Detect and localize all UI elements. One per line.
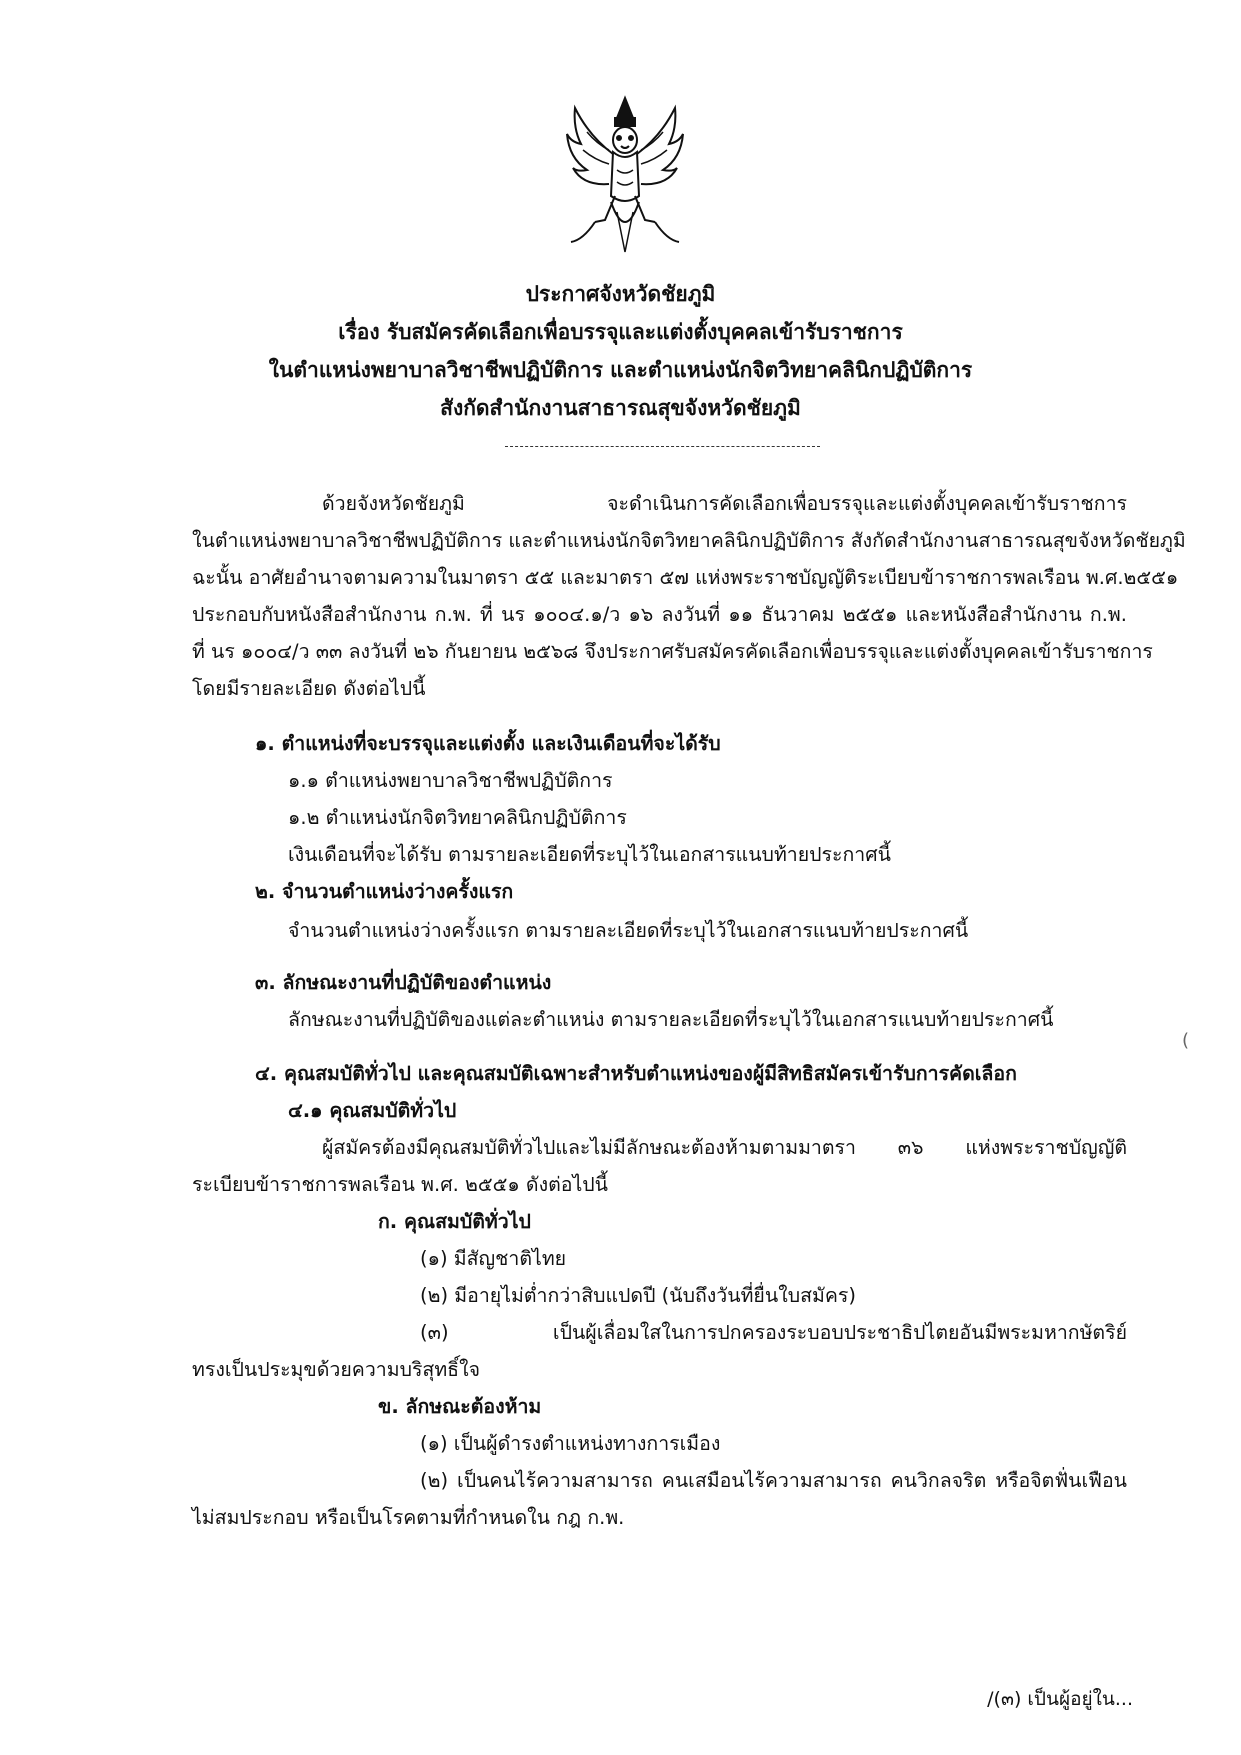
announcement-positions: ในตำแหน่งพยาบาลวิชาชีพปฏิบัติการ และตำแหน่งนักจิตวิทยาคลินิกปฏิบัติการ xyxy=(268,358,973,382)
intro-line-4: ประกอบกับหนังสือสำนักงาน ก.พ. ที่ นร ๑๐๐๔.๑/ว ๑๖ ลงวันที่ ๑๑ ธันวาคม ๒๕๕๑ และหนังสือสำนักงาน ก.พ. xyxy=(192,603,1127,626)
section-4-1-para-2: ระเบียบข้าราชการพลเรือน พ.ศ. ๒๕๕๑ ดังต่อไปนี้ xyxy=(192,1173,608,1196)
section-3-heading: ๓. ลักษณะงานที่ปฏิบัติของตำแหน่ง xyxy=(255,971,552,994)
scan-mark: ( xyxy=(1181,1030,1189,1051)
section-2-heading: ๒. จำนวนตำแหน่งว่างครั้งแรก xyxy=(255,880,514,903)
prohibition-1: (๑) เป็นผู้ดำรงตำแหน่งทางการเมือง xyxy=(420,1432,721,1455)
garuda-emblem xyxy=(565,92,685,260)
qualifications-heading: ก. คุณสมบัติทั่วไป xyxy=(378,1210,531,1233)
qualification-3-continued: ทรงเป็นประมุขด้วยความบริสุทธิ์ใจ xyxy=(192,1358,481,1381)
intro-line-2: ในตำแหน่งพยาบาลวิชาชีพปฏิบัติการ และตำแหน่งนักจิตวิทยาคลินิกปฏิบัติการ สังกัดสำนักงานสาธารณสุขจังหวัดชัยภูมิ xyxy=(192,529,1186,552)
section-4-1-heading: ๔.๑ คุณสมบัติทั่วไป xyxy=(288,1099,457,1122)
section-3-text: ลักษณะงานที่ปฏิบัติของแต่ละตำแหน่ง ตามรายละเอียดที่ระบุไว้ในเอกสารแนบท้ายประกาศนี้ xyxy=(288,1008,1054,1031)
intro-line-5: ที่ นร ๑๐๐๔/ว ๓๓ ลงวันที่ ๒๖ กันยายน ๒๕๖๘ จึงประกาศรับสมัครคัดเลือกเพื่อบรรจุและแต่งตั้งบุคคลเข้ารับราชการ xyxy=(192,640,1153,663)
section-1-item-1: ๑.๑ ตำแหน่งพยาบาลวิชาชีพปฏิบัติการ xyxy=(288,769,613,792)
section-1-item-2: ๑.๒ ตำแหน่งนักจิตวิทยาคลินิกปฏิบัติการ xyxy=(288,806,627,829)
prohibition-2-continued: ไม่สมประกอบ หรือเป็นโรคตามที่กำหนดใน กฎ ก.พ. xyxy=(192,1506,625,1529)
section-1-heading: ๑. ตำแหน่งที่จะบรรจุและแต่งตั้ง และเงินเดือนที่จะได้รับ xyxy=(255,732,721,755)
intro-line-3: ฉะนั้น อาศัยอำนาจตามความในมาตรา ๕๕ และมาตรา ๕๗ แห่งพระราชบัญญัติระเบียบข้าราชการพลเรือน พ.ศ.๒๕๕๑ xyxy=(192,566,1179,589)
section-4-1-para-1: ผู้สมัครต้องมีคุณสมบัติทั่วไปและไม่มีลักษณะต้องห้ามตามมาตรา ๓๖ แห่งพระราชบัญญัติ xyxy=(322,1136,1127,1159)
announcement-subject: เรื่อง รับสมัครคัดเลือกเพื่อบรรจุและแต่งตั้งบุคคลเข้ารับราชการ xyxy=(338,320,903,344)
prohibition-2: (๒) เป็นคนไร้ความสามารถ คนเสมือนไร้ความสามารถ คนวิกลจริต หรือจิตฟั่นเฟือน xyxy=(420,1469,1127,1492)
qualification-2: (๒) มีอายุไม่ต่ำกว่าสิบแปดปี (นับถึงวันที่ยื่นใบสมัคร) xyxy=(420,1284,856,1307)
prohibitions-heading: ข. ลักษณะต้องห้าม xyxy=(378,1395,542,1418)
section-4-heading: ๔. คุณสมบัติทั่วไป และคุณสมบัติเฉพาะสำหรับตำแหน่งของผู้มีสิทธิสมัครเข้ารับการคัดเลือก xyxy=(255,1062,1017,1085)
intro-line-6: โดยมีรายละเอียด ดังต่อไปนี้ xyxy=(192,677,426,700)
section-1-salary: เงินเดือนที่จะได้รับ ตามรายละเอียดที่ระบุไว้ในเอกสารแนบท้ายประกาศนี้ xyxy=(288,843,891,866)
qualification-3: (๓) เป็นผู้เลื่อมใสในการปกครองระบอบประชาธิปไตยอันมีพระมหากษัตริย์ xyxy=(420,1321,1127,1344)
intro-line-1: ด้วยจังหวัดชัยภูมิ จะดำเนินการคัดเลือกเพื่อบรรจุและแต่งตั้งบุคคลเข้ารับราชการ xyxy=(322,492,1127,515)
announcement-title: ประกาศจังหวัดชัยภูมิ xyxy=(525,282,716,306)
continuation-note: /(๓) เป็นผู้อยู่ใน... xyxy=(987,1688,1133,1710)
section-2-text: จำนวนตำแหน่งว่างครั้งแรก ตามรายละเอียดที่ระบุไว้ในเอกสารแนบท้ายประกาศนี้ xyxy=(288,919,969,942)
qualification-1: (๑) มีสัญชาติไทย xyxy=(420,1247,567,1270)
header-divider xyxy=(505,446,820,447)
announcement-agency: สังกัดสำนักงานสาธารณสุขจังหวัดชัยภูมิ xyxy=(440,396,801,420)
